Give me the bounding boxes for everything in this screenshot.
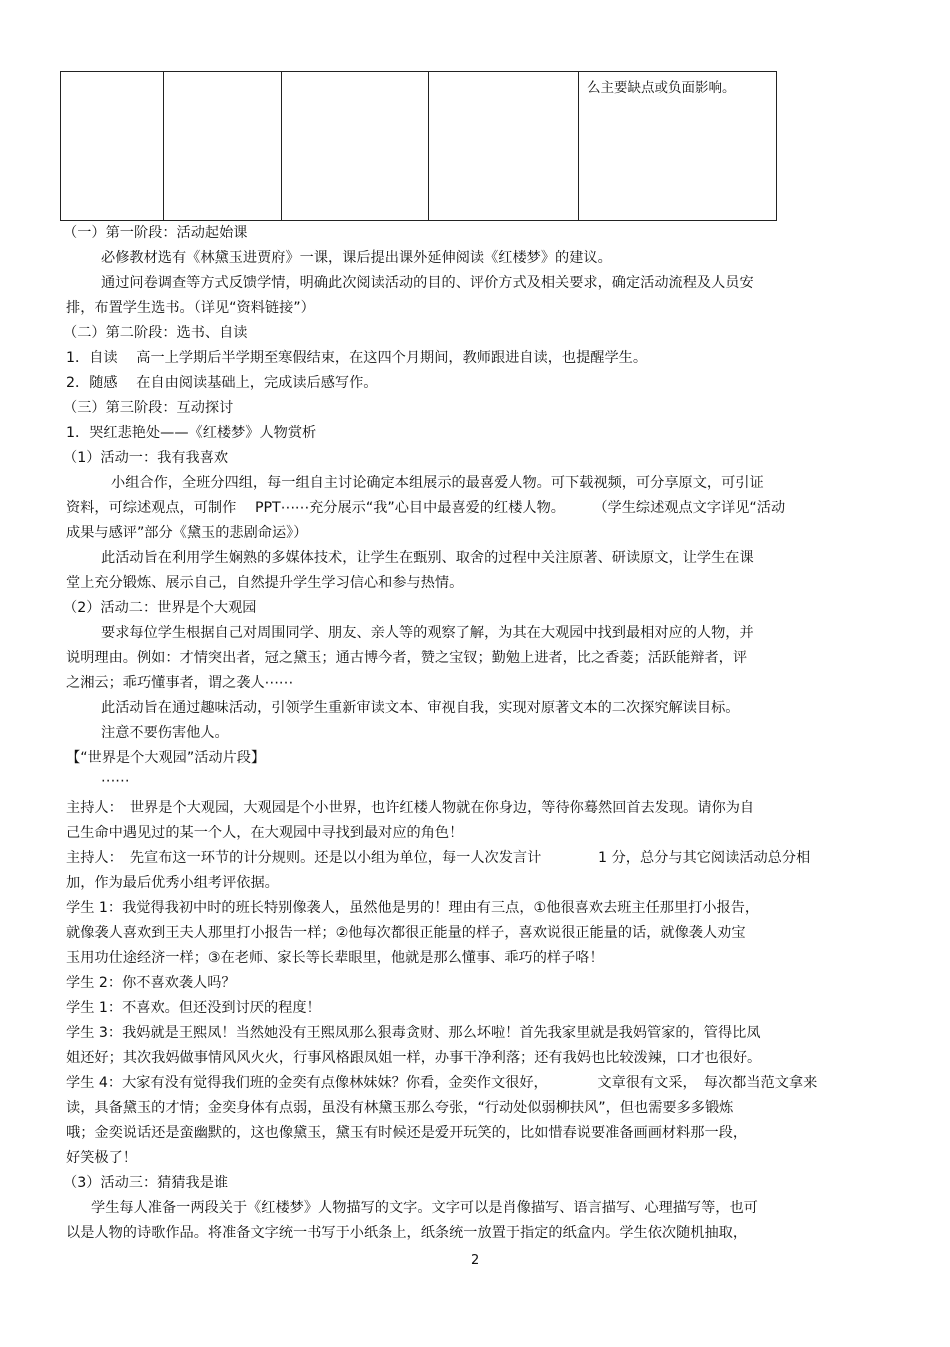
text-line: 排，布置学生选书。（详见“资料链接”） — [66, 300, 315, 316]
text-line: 学生 4：大家有没有觉得我们班的金奕有点像林妹妹？你看，金奕作文很好， 文章很有文采， 每次都当范文拿来 — [66, 1075, 818, 1091]
subheading: 1．哭红悲艳处——《红楼梦》人物赏析 — [66, 425, 317, 441]
text-line: 必修教材选有《林黛玉进贾府》一课，课后提出课外延伸阅读《红楼梦》的建议。 — [101, 250, 612, 266]
text-line: 要求每位学生根据自己对周围同学、朋友、亲人等的观察了解，为其在大观园中找到最相对应的人物，并 — [101, 625, 754, 641]
text-line: 好笑极了！ — [66, 1150, 137, 1166]
text-line: 就像袭人喜欢到王夫人那里打小报告一样；②他每次都很正能量的样子，喜欢说很正能量的话，就像袭人劝宝 — [66, 925, 746, 941]
section-heading: （二）第二阶段：选书、自读 — [63, 325, 248, 341]
text-line: 学生 1：不喜欢。但还没到讨厌的程度！ — [66, 1000, 321, 1016]
text-line: 之湘云；乖巧懂事者，谓之袭人⋯⋯ — [66, 675, 294, 691]
text-line: 2．随感 在自由阅读基础上，完成读后感写作。 — [66, 375, 378, 391]
text-line: 1．自读 高一上学期后半学期至寒假结束，在这四个月期间，教师跟进自读，也提醒学生。 — [66, 350, 648, 366]
text-line: 注意不要伤害他人。 — [101, 725, 229, 741]
table-cell — [164, 72, 282, 221]
text-line: 说明理由。例如：才情突出者，冠之黛玉；通古博今者，赞之宝钗；勤勉上进者，比之香菱；活跃能辩者，评 — [66, 650, 748, 666]
text-line: 加，作为最后优秀小组考评依据。 — [66, 875, 279, 891]
text-line: 主持人： 世界是个大观园，大观园是个小世界，也许红楼人物就在你身边，等待你蓦然回首去发现。请你为自 — [66, 800, 755, 816]
subheading: （3）活动三：猜猜我是谁 — [63, 1175, 229, 1191]
text-line: 成果与感评”部分《黛玉的悲剧命运》） — [66, 525, 308, 541]
text-line: 姐还好；其次我妈做事情风风火火，行事风格跟凤姐一样，办事干净利落；还有我妈也比较泼辣，口才也很好。 — [66, 1050, 762, 1066]
text-line: 此活动旨在通过趣味活动，引领学生重新审读文本、审视自我，实现对原著文本的二次探究解读目标。 — [101, 700, 740, 716]
text-line: 学生 2：你不喜欢袭人吗？ — [66, 975, 236, 991]
text-line: 以是人物的诗歌作品。将准备文字统一书写于小纸条上，纸条统一放置于指定的纸盒内。学生依次随机抽取， — [66, 1225, 748, 1241]
subheading: 【“世界是个大观园”活动片段】 — [66, 750, 266, 766]
table — [60, 71, 777, 221]
text-line: 哦；金奕说话还是蛮幽默的，这也像黛玉，黛玉有时候还是爱开玩笑的，比如惜春说要准备画画材料那一段， — [66, 1125, 748, 1141]
text-line: 主持人： 先宣布这一环节的计分规则。还是以小组为单位，每一人次发言计 1 分，总分与其它阅读活动总分相 — [66, 850, 811, 866]
table-cell: 么主要缺点或负面影响。 — [579, 72, 777, 221]
text-line: 读，具备黛玉的才情；金奕身体有点弱，虽没有林黛玉那么夸张，“行动处似弱柳扶风”，但也需要多多锻炼 — [66, 1100, 734, 1116]
text-line: 学生每人准备一两段关于《红楼梦》人物描写的文字。文字可以是肖像描写、语言描写、心理描写等，也可 — [91, 1200, 758, 1216]
subheading: （1）活动一：我有我喜欢 — [63, 450, 229, 466]
text-line: 此活动旨在利用学生娴熟的多媒体技术，让学生在甄别、取舍的过程中关注原著、研读原文，让学生在课 — [101, 550, 754, 566]
text-line: 小组合作，全班分四组，每一组自主讨论确定本组展示的最喜爱人物。可下载视频，可分享原文，可引证 — [111, 475, 764, 491]
text-line: 己生命中遇见过的某一个人，在大观园中寻找到最对应的角色！ — [66, 825, 464, 841]
table-cell — [429, 72, 579, 221]
subheading: （2）活动二：世界是个大观园 — [63, 600, 257, 616]
table-row — [61, 72, 777, 221]
table-cell — [61, 72, 164, 221]
text-line: 学生 1：我觉得我初中时的班长特别像袭人，虽然他是男的！理由有三点，①他很喜欢去班主任那里打小报告， — [66, 900, 760, 916]
text-line: 玉用功仕途经济一样；③在老师、家长等长辈眼里，他就是那么懂事、乖巧的样子咯！ — [66, 950, 604, 966]
section-heading: （三）第三阶段：互动探讨 — [63, 400, 234, 416]
text-line: 学生 3：我妈就是王熙凤！当然她没有王熙凤那么狠毒贪财、那么坏啦！首先我家里就是我妈管家的，管得比凤 — [66, 1025, 761, 1041]
section-heading: （一）第一阶段：活动起始课 — [63, 225, 248, 241]
text-line: 通过问卷调查等方式反馈学情，明确此次阅读活动的目的、评价方式及相关要求，确定活动流程及人员安 — [101, 275, 754, 291]
page-number: 2 — [471, 1253, 480, 1268]
table-cell — [282, 72, 429, 221]
text-line: ⋯⋯ — [101, 773, 130, 789]
text-line: 堂上充分锻炼、展示自己，自然提升学生学习信心和参与热情。 — [66, 575, 464, 591]
text-line: 资料，可综述观点，可制作 PPT⋯⋯充分展示“我”心目中最喜爱的红楼人物。 （学生综述观点文字详见“活动 — [66, 500, 786, 516]
